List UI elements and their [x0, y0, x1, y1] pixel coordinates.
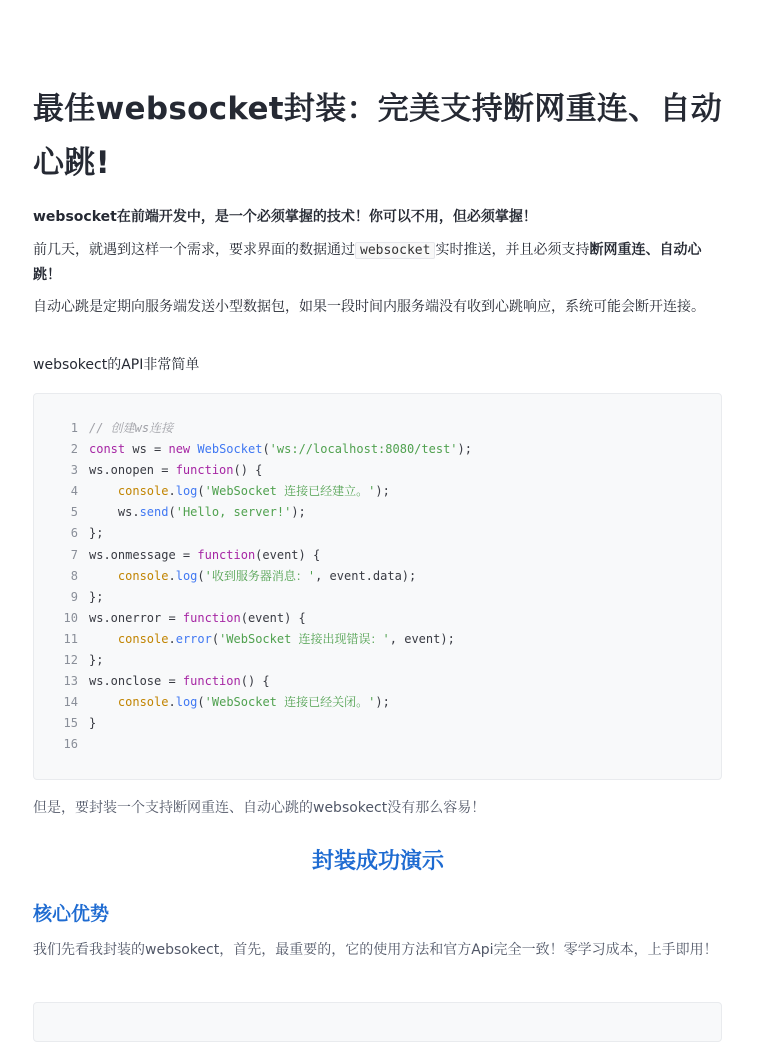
advantage-paragraph: 我们先看我封装的websokect，首先，最重要的，它的使用方法和官方Api完全一致！零学习成本，上手即用！ [33, 942, 718, 958]
code-line [54, 734, 472, 755]
code-token [89, 632, 118, 646]
line-number: 11 [63, 631, 78, 646]
code-block [33, 393, 722, 780]
code-token: ( [168, 505, 176, 520]
code-token: . [168, 484, 176, 499]
code-token: , event.data); [315, 568, 417, 583]
requirement-text-middle: 实时推送，并且必须支持 [435, 242, 590, 258]
code-line [54, 481, 472, 502]
line-number: 6 [70, 526, 78, 541]
code-token: ( [211, 631, 220, 646]
code-token: ); [375, 695, 390, 710]
code-token: ws.onopen = [89, 463, 176, 478]
line-number: 15 [63, 716, 78, 731]
code-token: error [175, 631, 212, 646]
intro-paragraph: websocket在前端开发中，是一个必须掌握的技术！你可以不用，但必须掌握！ [33, 209, 537, 225]
heartbeat-paragraph: 自动心跳是定期向服务端发送小型数据包，如果一段时间内服务端没有收到心跳响应，系统可能会断开连接。 [33, 299, 705, 315]
code-token [89, 484, 118, 498]
code-token: ws.onclose = [89, 674, 183, 689]
code-line [54, 566, 472, 587]
code-token: ); [291, 505, 306, 520]
code-token: ); [457, 442, 472, 457]
code-line [54, 587, 472, 608]
line-number: 1 [70, 421, 78, 435]
code-line [54, 650, 472, 671]
code-line [54, 523, 472, 544]
inline-code-websocket: websocket [355, 242, 435, 259]
code-token: function [182, 610, 241, 625]
code-line [54, 713, 472, 734]
line-number: 9 [70, 589, 78, 604]
code-token: // 创建ws连接 [89, 421, 174, 435]
code-token: function [197, 547, 256, 562]
code-line [54, 545, 472, 566]
code-token: log [175, 695, 198, 710]
code-line [54, 671, 472, 692]
code-token: ( [197, 695, 205, 710]
code-token: send [139, 505, 169, 520]
code-token: , event); [389, 631, 455, 646]
section-heading: 封装成功演示 [311, 849, 444, 874]
line-number: 3 [70, 463, 78, 478]
code-token: new [168, 442, 191, 457]
line-number: 16 [63, 737, 78, 752]
code-token: ws. [89, 505, 140, 520]
code-token: log [175, 484, 198, 499]
code-token: console [117, 568, 169, 583]
code-token: 'WebSocket 连接已经关闭。' [204, 695, 376, 710]
line-number: 4 [70, 484, 78, 499]
requirement-paragraph [33, 238, 723, 288]
line-number: 14 [63, 695, 78, 710]
subsection-heading: 核心优势 [33, 903, 110, 925]
requirement-text-before: 前几天，就遇到这样一个需求，要求界面的数据通过 [33, 242, 355, 258]
code-token: (event) { [255, 547, 321, 562]
code-token [89, 695, 118, 709]
article-title: 最佳websocket封装：完美支持断网重连、自动心跳! [33, 91, 723, 181]
code-token: } [89, 716, 97, 731]
code-token: . [168, 568, 176, 583]
code-token: ( [262, 442, 270, 457]
code-line [54, 692, 472, 713]
code-token: WebSocket [197, 442, 263, 457]
code-token: console [117, 695, 169, 710]
code-line [54, 418, 472, 439]
code-token: const [89, 442, 126, 457]
code-token: 'ws://localhost:8080/test' [269, 442, 458, 457]
code-token: '收到服务器消息：' [204, 568, 316, 583]
code-token: ); [375, 484, 390, 499]
code-line [54, 608, 472, 629]
code-token: }; [89, 589, 104, 604]
code-token: }; [89, 653, 104, 668]
requirement-text-bold: 断网重连、自动心跳！ [33, 242, 702, 283]
line-number: 2 [70, 442, 78, 457]
code-line [54, 460, 472, 481]
line-number: 8 [70, 568, 78, 583]
line-number: 10 [63, 610, 78, 625]
code-block-2 [33, 1002, 722, 1042]
code-line [54, 439, 472, 460]
code-token: log [175, 568, 198, 583]
line-number: 12 [63, 653, 78, 668]
code-token: }; [89, 526, 104, 541]
code-token: 'Hello, server!' [175, 505, 292, 520]
code-line [54, 502, 472, 523]
code-token: 'WebSocket 连接出现错误：' [219, 631, 390, 646]
code-token: 'WebSocket 连接已经建立。' [204, 484, 376, 499]
line-number: 7 [70, 547, 78, 562]
difficulty-paragraph: 但是，要封装一个支持断网重连、自动心跳的websokect没有那么容易！ [33, 800, 486, 816]
line-number: 13 [63, 674, 78, 689]
code-token: () { [240, 674, 270, 689]
code-token: () { [233, 463, 263, 478]
code-token: . [168, 631, 176, 646]
code-token: ( [197, 568, 205, 583]
api-paragraph: websokect的API非常简单 [33, 357, 200, 373]
code-token: function [182, 674, 241, 689]
code-token: . [168, 695, 176, 710]
code-token: ws = [125, 442, 169, 457]
code-token [89, 569, 118, 583]
code-token: ws.onmessage = [89, 547, 198, 562]
line-number: 5 [70, 505, 78, 520]
code-token: function [175, 463, 234, 478]
code-token: (event) { [240, 610, 306, 625]
code-lines [54, 418, 472, 756]
code-token: ws.onerror = [89, 610, 183, 625]
code-token: ( [197, 484, 205, 499]
code-token: console [117, 631, 169, 646]
code-token: console [117, 484, 169, 499]
code-line [54, 629, 472, 650]
